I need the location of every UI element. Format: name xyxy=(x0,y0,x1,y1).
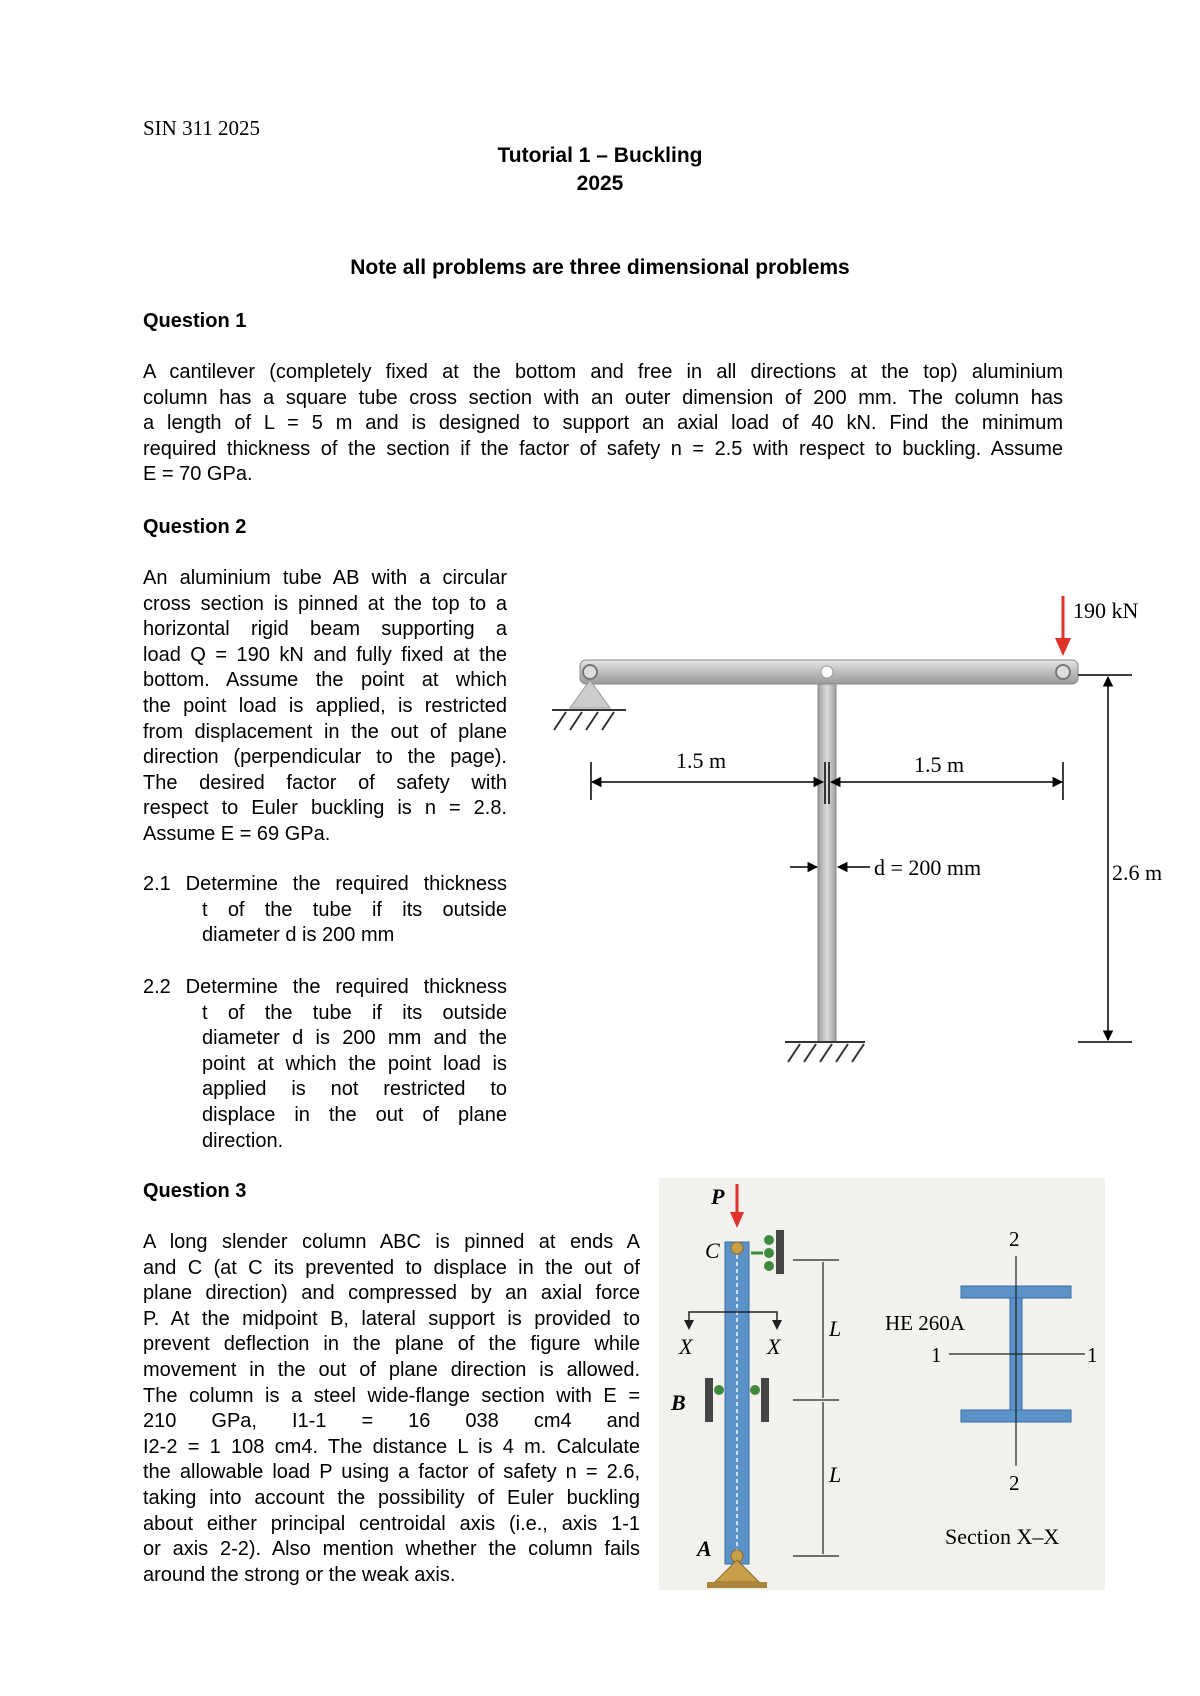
question-3-figure xyxy=(659,1178,1105,1590)
q2-line: load Q = 190 kN and fully fixed at the xyxy=(143,643,507,666)
load-arrow xyxy=(1055,596,1071,656)
q1-line: required thickness of the section if the factor of safety n = 2.5 with respect to buckling. Assume xyxy=(143,437,1063,460)
q1-line: a length of L = 5 m and is designed to support an axial load of 40 kN. Find the minimum xyxy=(143,412,1063,435)
note-text: Note all problems are three dimensional problems xyxy=(350,256,850,279)
q2-2-line: point at which the point load is xyxy=(202,1052,507,1075)
q2-line: from displacement in the out of plane xyxy=(143,720,507,743)
q2-line: the point load is applied, is restricted xyxy=(143,694,507,717)
label-X-right: X xyxy=(767,1334,781,1359)
load-label: 190 kN xyxy=(1073,598,1139,623)
question-1-text xyxy=(143,360,1063,488)
section-name-label: HE 260A xyxy=(885,1311,965,1335)
q3-line: plane direction) and compressed by an axial force xyxy=(143,1282,640,1305)
roller-support-C xyxy=(751,1230,784,1274)
question-2-1 xyxy=(143,872,507,949)
pin-right xyxy=(1056,665,1070,679)
label-A: A xyxy=(697,1536,712,1561)
q3-line: movement in the out of plane direction is allowed. xyxy=(143,1358,640,1381)
span-left-label: 1.5 m xyxy=(676,748,727,773)
question-3-heading: Question 3 xyxy=(143,1180,247,1202)
section-xx-label: Section X–X xyxy=(945,1524,1060,1549)
q3-line: I2-2 = 1 108 cm4. The distance L is 4 m. Calculate xyxy=(143,1435,640,1458)
label-L-upper: L xyxy=(829,1316,842,1341)
question-2-figure xyxy=(540,580,1180,1080)
course-code: SIN 311 2025 xyxy=(143,116,261,140)
q3-line: around the strong or the weak axis. xyxy=(143,1563,456,1586)
q1-line: E = 70 GPa. xyxy=(143,463,253,486)
q3-line: 210 GPa, I1-1 = 16 038 cm4 and xyxy=(143,1410,640,1433)
axis-2-top-label: 2 xyxy=(1009,1227,1020,1251)
pin-left xyxy=(583,665,597,679)
question-2-2 xyxy=(143,975,507,1154)
q2-2-line: displace in the out of plane xyxy=(202,1103,507,1126)
label-B: B xyxy=(671,1390,686,1415)
q2-2-line: applied is not restricted to xyxy=(202,1078,507,1101)
page-title: Tutorial 1 – Buckling xyxy=(497,144,703,167)
q2-line: An aluminium tube AB with a circular xyxy=(143,567,507,589)
fixed-support-bottom xyxy=(785,1042,865,1062)
height-label: 2.6 m xyxy=(1112,860,1163,885)
label-C: C xyxy=(705,1238,720,1263)
q2-2-line: 2.2 Determine the required thickness xyxy=(143,976,507,998)
q3-line: The column is a steel wide-flange section with E = xyxy=(143,1384,640,1407)
q3-line: prevent deflection in the plane of the figure while xyxy=(143,1333,640,1356)
q1-line: A cantilever (completely fixed at the bottom and free in all directions at the top) aluminium xyxy=(143,361,1063,383)
pin-support-A xyxy=(715,1560,759,1582)
axis-2-bottom-label: 2 xyxy=(1009,1471,1020,1495)
diameter-label: d = 200 mm xyxy=(874,855,982,880)
q2-line: direction (perpendicular to the page). xyxy=(143,746,507,769)
label-L-lower: L xyxy=(829,1462,842,1487)
q2-line: bottom. Assume the point at which xyxy=(143,669,507,692)
q1-line: column has a square tube cross section with an outer dimension of 200 mm. The column has xyxy=(143,386,1063,409)
page-subtitle-year: 2025 xyxy=(576,172,624,195)
label-X-left: X xyxy=(679,1334,693,1359)
q2-2-line: direction. xyxy=(202,1129,284,1152)
label-P: P xyxy=(711,1184,725,1209)
question-1-heading: Question 1 xyxy=(143,310,247,332)
question-2-heading: Question 2 xyxy=(143,516,247,538)
axis-1-right-label: 1 xyxy=(1087,1343,1098,1367)
q3-line: A long slender column ABC is pinned at ends A xyxy=(143,1231,640,1253)
question-2-text xyxy=(143,566,507,848)
q3-line: taking into account the possibility of Euler buckling xyxy=(143,1486,640,1509)
q3-line: P. At the midpoint B, lateral support is provided to xyxy=(143,1307,640,1330)
q2-line: The desired factor of safety with xyxy=(143,771,507,794)
q2-1-line: diameter d is 200 mm xyxy=(202,924,395,947)
q2-line: cross section is pinned at the top to a xyxy=(143,592,507,615)
q2-line: horizontal rigid beam supporting a xyxy=(143,618,507,641)
axis-1-left-label: 1 xyxy=(931,1343,942,1367)
q2-1-line: 2.1 Determine the required thickness xyxy=(143,873,507,895)
q2-2-line: diameter d is 200 mm and the xyxy=(202,1027,507,1050)
aluminium-tube-column xyxy=(818,680,836,1042)
q2-line: Assume E = 69 GPa. xyxy=(143,822,331,845)
question-3-text xyxy=(143,1230,640,1588)
q2-2-line: t of the tube if its outside xyxy=(202,1001,507,1024)
q3-line: about either principal centroidal axis (i.e., axis 1-1 xyxy=(143,1512,640,1535)
q2-line: respect to Euler buckling is n = 2.8. xyxy=(143,797,507,820)
pinned-support-left xyxy=(552,680,626,730)
span-right-label: 1.5 m xyxy=(914,752,965,777)
q3-line: or axis 2-2). Also mention whether the column fails xyxy=(143,1538,640,1561)
q3-line: the allowable load P using a factor of safety n = 2.6, xyxy=(143,1461,640,1484)
q3-line: and C (at C its prevented to displace in the out of xyxy=(143,1256,640,1279)
q2-1-line: t of the tube if its outside xyxy=(202,898,507,921)
pin-middle xyxy=(821,666,833,678)
